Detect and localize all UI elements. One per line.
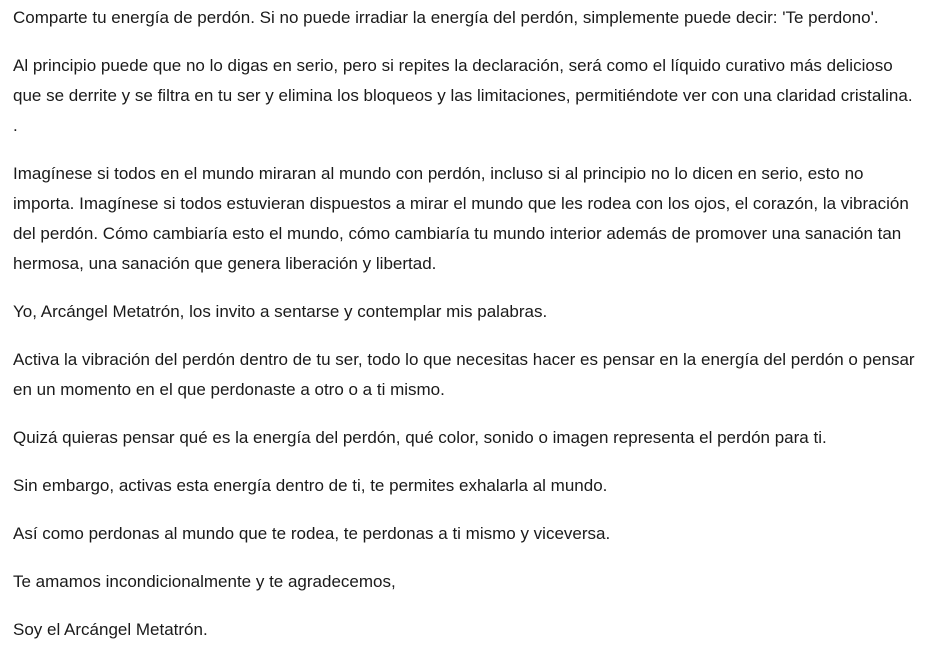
paragraph: Quizá quieras pensar qué es la energía del perdón, qué color, sonido o imagen representa el perdón para ti. (13, 428, 827, 447)
paragraph: Yo, Arcángel Metatrón, los invito a sentarse y contemplar mis palabras. (13, 302, 548, 321)
paragraph: Comparte tu energía de perdón. Si no puede irradiar la energía del perdón, simplemente puede decir: 'Te perdono'. (13, 8, 879, 27)
signature-line: Soy el Arcángel Metatrón. (13, 620, 208, 639)
paragraph: Así como perdonas al mundo que te rodea, te perdonas a ti mismo y viceversa. (13, 524, 611, 543)
paragraph: Imagínese si todos en el mundo miraran al mundo con perdón, incluso si al principio no lo dicen en serio, esto no importa. Imagínese si todos estuvieran dispuestos a mirar el mundo que les rodea con los ojos, el corazón, la vibración del perdón. Cómo cambiaría esto el mundo, cómo cambiaría tu mundo interior además de promover una sanación tan hermosa, una sanación que genera liberación y libertad. (13, 164, 909, 273)
paragraph: Sin embargo, activas esta energía dentro de ti, te permites exhalarla al mundo. (13, 476, 608, 495)
paragraph: Al principio puede que no lo digas en serio, pero si repites la declaración, será como el líquido curativo más delicioso que se derrite y se filtra en tu ser y elimina los bloqueos y las limitaciones, permitiéndote ver con una claridad cristalina. . (13, 56, 913, 135)
paragraph: Te amamos incondicionalmente y te agradecemos, (13, 572, 396, 591)
paragraph: Activa la vibración del perdón dentro de tu ser, todo lo que necesitas hacer es pensar en la energía del perdón o pensar en un momento en el que perdonaste a otro o a ti mismo. (13, 350, 915, 399)
